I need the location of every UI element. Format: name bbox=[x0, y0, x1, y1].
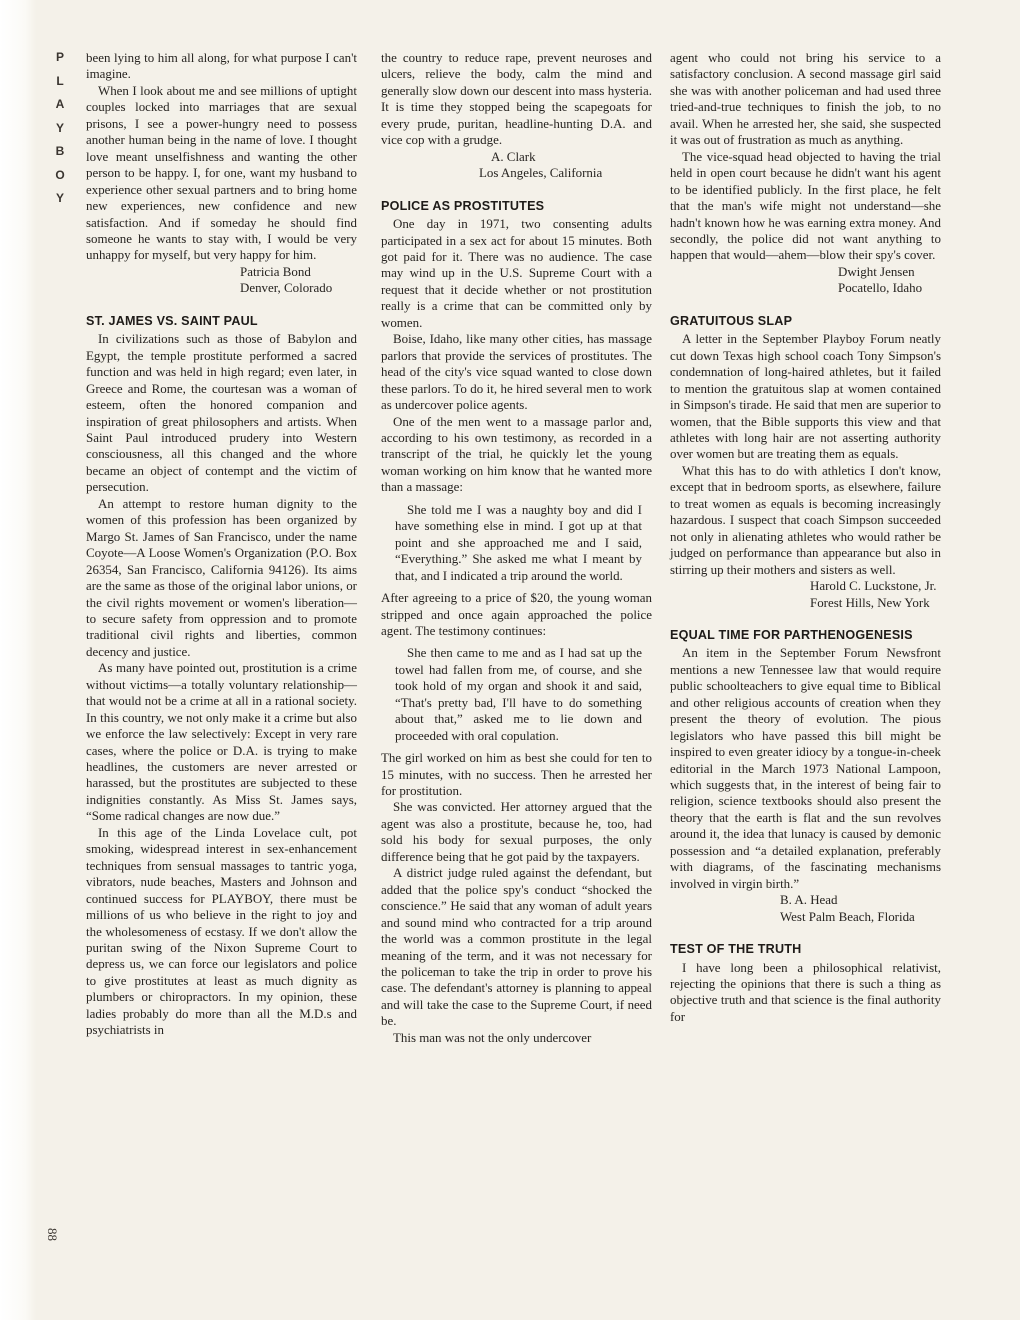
paragraph: agent who could not bring his service to a satisfactory conclusion. A second massage girl said she was with another policeman and had used three tried-and-true techniques to finish the job, to no avail. When he arrested her, she said, she suspected it was out of frustration as much as anything. bbox=[670, 50, 941, 148]
masthead-letter: O bbox=[55, 167, 65, 182]
signature bbox=[670, 892, 941, 925]
scan-margin bbox=[0, 0, 36, 1320]
page-number: 88 bbox=[45, 1228, 60, 1241]
signature-location: Forest Hills, New York bbox=[810, 594, 930, 610]
column-3 bbox=[670, 50, 941, 1025]
paragraph: One day in 1971, two consenting adults participated in a sex act for about 15 minutes. Both got paid for it. There was no audience. The case may wind up in the U.S. Supreme Court with a request that it decide whether or not prostitution really is a crime that can be committed only by women. bbox=[381, 216, 652, 330]
paragraph: An item in the September Forum Newsfront mentions a new Tennessee law that would require public schoolteachers to give equal time to Biblical and other religious accounts of creation when they present the theory of evolution. The pious legislators who have passed this bill might be inspired to even greater idiocy by a tongue-in-cheek editorial in the March 1973 National Lampoon, which suggests that, in the interest of being fair to religion, science textbooks should also present the theory that the earth is flat and the sun revolves around it, the idea that lunacy is caused by demonic possession and “a detailed explanation, preferably with diagrams, of the fascinating mechanisms involved in virgin birth.” bbox=[670, 645, 941, 891]
section-heading: ST. JAMES VS. SAINT PAUL bbox=[86, 313, 258, 328]
paragraph: In this age of the Linda Lovelace cult, pot smoking, widespread interest in sex-enhancement techniques from sensual massages to tantric yoga, vibrators, nude beaches, Masters and Johnson and continued success for PLAYBOY, there must be millions of us who believe in the right to joy and the wholesomeness of ecstasy. If we don't allow the puritan swing of the Nixon Supreme Court to depress us, we can force our legislators and police to give prostitutes at least as much dignity as plumbers or chiropractors. In my opinion, these ladies probably do more than all the M.D.s and psychiatrists in bbox=[86, 824, 357, 1038]
section-heading: GRATUITOUS SLAP bbox=[670, 313, 793, 328]
paragraph: This man was not the only undercover bbox=[393, 1029, 592, 1045]
block-quote: She then came to me and as I had sat up the towel had fallen from me, of course, and she took hold of my organ and shook it and said, “That's pretty bad, I'll have to do something about that,” asked me to lie down and proceeded with oral copulation. bbox=[395, 645, 642, 743]
paragraph: One of the men went to a massage parlor and, according to his own testimony, as recorded in a transcript of the trial, he quickly let the young woman working on him know that he wanted more than a massage: bbox=[381, 413, 652, 495]
paragraph: As many have pointed out, prostitution is a crime without victims—a totally voluntary relationship—that would not be a crime at all in a rational society. In this country, we not only make it a crime but also we enforce the law selectively: Except in very rare cases, where the police or D.A. is trying to make headlines, the customers are never arrested or harassed, but the prostitutes are subjected to these indignities constantly. As Miss St. James says, “Some radical changes are now due.” bbox=[86, 660, 357, 824]
paragraph: A letter in the September Playboy Forum neatly cut down Texas high school coach Tony Simpson's condemnation of long-haired athletes, but it failed to mention the gratuitous slap at women contained in Simpson's tirade. He said that men are superior to women, that the Bible supports this view and that athletes with long hair are not asserting authority over women but are treating them as equals. bbox=[670, 331, 941, 462]
section-heading: EQUAL TIME FOR PARTHENOGENESIS bbox=[670, 627, 913, 642]
signature bbox=[381, 149, 652, 182]
paragraph: In civilizations such as those of Babylon and Egypt, the temple prostitute performed a sacred function and was held in high regard; even later, in Greece and Rome, the courtesan was a woman of esteem, often the honored companion and inspiration of great philosophers and artists. When Saint Paul introduced prudery into Western consciousness, all this changed and the whore became an object of contempt and the victim of persecution. bbox=[86, 331, 357, 495]
masthead-letter: A bbox=[55, 97, 65, 111]
paragraph: An attempt to restore human dignity to the women of this profession has been organized by Margo St. James of San Francisco, under the name Coyote—A Loose Women's Organization (P.O. Box 26354, San Francisco, California 94126). Its aims are the same as those of the original labor unions, or the civil rights movement or women's liberation—to secure safety from oppression and to promote traditional civil rights and liberties, common decency and justice. bbox=[86, 495, 357, 659]
section-heading: TEST OF THE TRUTH bbox=[670, 942, 802, 957]
signature-location: Los Angeles, California bbox=[479, 165, 603, 181]
paragraph: Boise, Idaho, like many other cities, has massage parlors that provide the services of prostitutes. The head of the city's vice squad wanted to close down these parlors. To do it, he hired several men to work as undercover police agents. bbox=[381, 331, 652, 413]
signature-name: Harold C. Luckstone, Jr. bbox=[810, 578, 937, 594]
block-quote: She told me I was a naughty boy and did I have something else in mind. I got up at that point and she approached me and I said, “Everything.” She asked me what I meant by that, and I indicated a trip around the world. bbox=[395, 501, 642, 583]
paragraph: What this has to do with athletics I don't know, except that in bedroom sports, as elsewhere, failure to treat women as equals is becoming increasingly hazardous. I suspect that coach Simpson succeeded not only in alienating athletes who would rather be judged on performance than appearance but also in stirring up their mothers and sisters as well. bbox=[670, 462, 941, 577]
masthead-letter: Y bbox=[55, 120, 64, 135]
masthead-letter: L bbox=[56, 73, 64, 88]
paragraph: the country to reduce rape, prevent neuroses and ulcers, relieve the body, calm the mind and generally slow down our descent into mass hysteria. It is time they stopped being the scapegoats for every prude, puritan, headline-hunting D.A. and vice cop with a grudge. bbox=[381, 50, 652, 148]
masthead-vertical bbox=[50, 46, 70, 211]
paragraph: The girl worked on him as best she could for ten to 15 minutes, with no success. Then he arrested her for prostitution. bbox=[381, 750, 652, 799]
column-2 bbox=[381, 50, 652, 1046]
masthead-letter: P bbox=[55, 50, 64, 64]
signature bbox=[86, 264, 357, 297]
masthead-letter: B bbox=[55, 144, 65, 158]
paragraph: The vice-squad head objected to having the trial held in open court because he didn't want his agent to be identified publicly. In the first place, he felt that the man's wife might not understand—she hadn't known how he was earning extra money. And secondly, the police did not want anything to happen that would—ahem—blow their spy's cover. bbox=[670, 148, 941, 263]
paragraph: When I look about me and see millions of uptight couples locked into marriages that are sexual prisons, I see a power-hungry need to possess another human being in the name of love. I thought love meant unselfishness and wanting the other person to be happy. I, for one, want my husband to experience other sexual partners and to bring home new experiences, new confidence and new satisfaction. And if someday he should find someone he wants to stay with, I would be very unhappy for myself, but very happy for him. bbox=[86, 82, 357, 263]
signature-name: Patricia Bond bbox=[240, 263, 311, 279]
paragraph: been lying to him all along, for what purpose I can't imagine. bbox=[86, 50, 357, 82]
signature bbox=[670, 264, 941, 297]
signature bbox=[670, 578, 941, 611]
signature-location: Pocatello, Idaho bbox=[838, 280, 923, 296]
paragraph: She was convicted. Her attorney argued that the agent was also a prostitute, because he, too, had sold his body for sexual purposes, the only difference being that he got paid by the taxpayers. bbox=[381, 799, 652, 864]
signature-name: Dwight Jensen bbox=[838, 263, 915, 279]
signature-name: B. A. Head bbox=[780, 892, 838, 908]
signature-location: Denver, Colorado bbox=[240, 280, 333, 296]
section-heading: POLICE AS PROSTITUTES bbox=[381, 198, 545, 213]
masthead-letter: Y bbox=[55, 191, 64, 205]
paragraph: A district judge ruled against the defendant, but added that the police spy's conduct “shocked the conscience.” He said that any woman of adult years and sound mind who contracted for a trip around the world was a common prostitute in the legal meaning of the term, and it was not necessary for the policeman to take the trip in order to prove his case. The defendant's attorney is planning to appeal and will take the case to the Supreme Court, if need be. bbox=[381, 865, 652, 1029]
signature-name: A. Clark bbox=[491, 148, 536, 164]
column-1 bbox=[86, 50, 357, 1039]
paragraph: I have long been a philosophical relativist, rejecting the opinions that there is such a thing as objective truth and that science is the final authority for bbox=[670, 959, 941, 1024]
signature-location: West Palm Beach, Florida bbox=[780, 908, 915, 924]
paragraph: After agreeing to a price of $20, the young woman stripped and once again approached the police agent. The testimony continues: bbox=[381, 590, 652, 638]
